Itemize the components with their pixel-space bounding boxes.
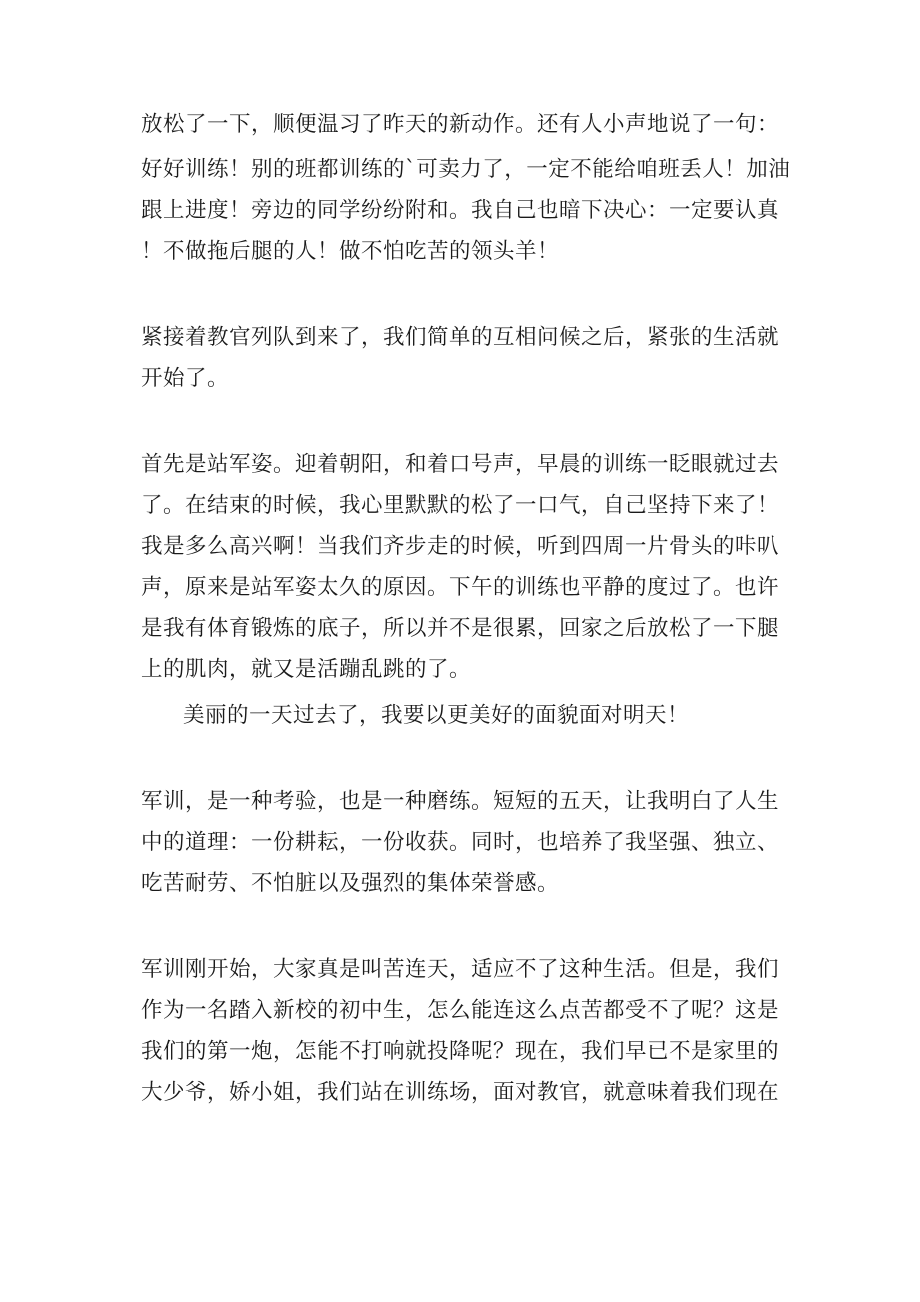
paragraph-6-line-4: 大少爷，娇小姐，我们站在训练场，面对教官，就意味着我们现在 <box>141 1080 780 1105</box>
paragraph-3-line-2: 了。在结束的时候，我心里默默的松了一口气，自己坚持下来了！ <box>141 493 780 518</box>
paragraph-3-line-6: 上的肌肉，就又是活蹦乱跳的了。 <box>141 657 472 682</box>
paragraph-3-line-3: 我是多么高兴啊！当我们齐步走的时候，听到四周一片骨头的咔叭 <box>141 534 780 559</box>
paragraph-3-line-1: 首先是站军姿。迎着朝阳，和着口号声，早晨的训练一眨眼就过去 <box>141 452 780 477</box>
paragraph-2-line-1: 紧接着教官列队到来了，我们简单的互相问候之后，紧张的生活就 <box>141 325 780 350</box>
paragraph-2-line-2: 开始了。 <box>141 366 230 391</box>
paragraph-1-line-1: 放松了一下，顺便温习了昨天的新动作。还有人小声地说了一句： <box>141 112 780 137</box>
paragraph-1-line-2: 好好训练！别的班都训练的`可卖力了，一定不能给咱班丢人！加油 <box>141 157 791 182</box>
paragraph-1-line-4: ！不做拖后腿的人！做不怕吃苦的领头羊！ <box>141 239 560 264</box>
paragraph-3-line-4: 声，原来是站军姿太久的原因。下午的训练也平静的度过了。也许 <box>141 575 780 600</box>
paragraph-3-line-5: 是我有体育锻炼的底子，所以并不是很累，回家之后放松了一下腿 <box>141 616 780 641</box>
paragraph-6-line-3: 我们的第一炮，怎能不打响就投降呢？现在，我们早已不是家里的 <box>141 1039 780 1064</box>
paragraph-6-line-1: 军训刚开始，大家真是叫苦连天，适应不了这种生活。但是，我们 <box>141 957 780 982</box>
paragraph-4-line-1: 美丽的一天过去了，我要以更美好的面貌面对明天！ <box>183 703 690 728</box>
paragraph-5-line-3: 吃苦耐劳、不怕脏以及强烈的集体荣誉感。 <box>141 871 560 896</box>
paragraph-1-line-3: 跟上进度！旁边的同学纷纷附和。我自己也暗下决心：一定要认真 <box>141 198 780 223</box>
paragraph-5-line-1: 军训，是一种考验，也是一种磨练。短短的五天，让我明白了人生 <box>141 789 780 814</box>
paragraph-6-line-2: 作为一名踏入新校的初中生，怎么能连这么点苦都受不了呢？这是 <box>141 998 780 1023</box>
paragraph-5-line-2: 中的道理：一份耕耘，一份收获。同时，也培养了我坚强、独立、 <box>141 830 780 855</box>
